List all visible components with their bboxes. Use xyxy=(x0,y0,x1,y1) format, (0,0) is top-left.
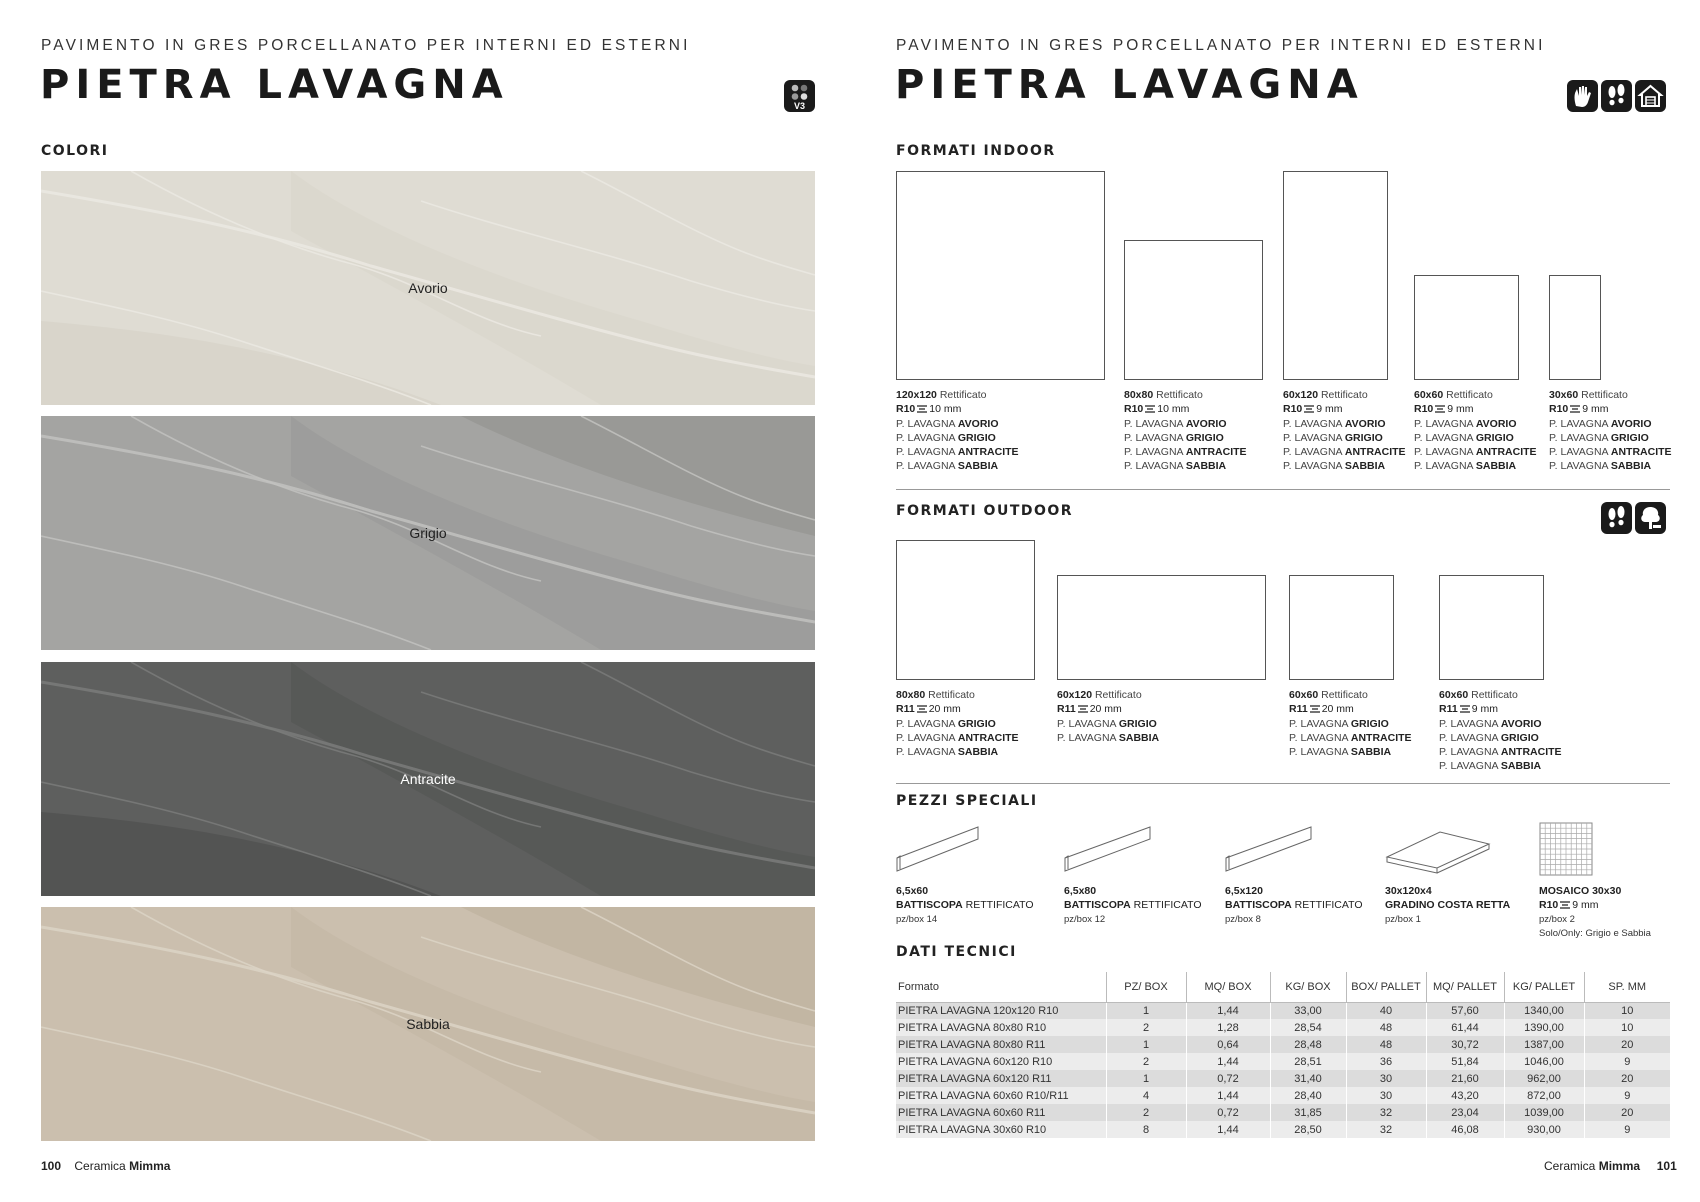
table-cell: 31,85 xyxy=(1270,1104,1346,1121)
indoor-spec xyxy=(896,388,1019,474)
spec-color: ANTRACITE xyxy=(1500,746,1562,759)
spec-prefix: P. LAVAGNA xyxy=(1549,431,1608,444)
pezzo-finish: RETTIFICATO xyxy=(1133,899,1202,912)
table-header-row xyxy=(896,972,1670,1002)
table-cell: 4 xyxy=(1106,1087,1186,1104)
tile-30x60 xyxy=(1549,275,1601,380)
right-page-title: PIETRA LAVAGNA xyxy=(895,62,1364,108)
spec-mm: 20 mm xyxy=(1321,703,1354,716)
table-cell: 1039,00 xyxy=(1504,1104,1584,1121)
thickness-icon xyxy=(1560,901,1570,909)
thickness-icon xyxy=(1460,705,1470,713)
spec-finish: Rettificato xyxy=(1581,389,1628,401)
table-cell: 1390,00 xyxy=(1504,1019,1584,1036)
gradino-icon xyxy=(1385,830,1491,875)
table-cell: 930,00 xyxy=(1504,1121,1584,1138)
table-cell: 1,44 xyxy=(1186,1053,1270,1070)
table-row xyxy=(896,1053,1670,1070)
table-cell: 23,04 xyxy=(1426,1104,1504,1121)
v3-badge-label: V3 xyxy=(793,101,805,111)
col-mq-pallet: MQ/ PALLET xyxy=(1426,972,1504,1002)
spec-prefix: P. LAVAGNA xyxy=(1124,460,1183,473)
table-cell: 30,72 xyxy=(1426,1036,1504,1053)
spec-prefix: P. LAVAGNA xyxy=(1549,446,1608,459)
swatch-avorio xyxy=(41,171,815,405)
spec-finish: Rettificato xyxy=(1094,689,1142,701)
table-cell: 872,00 xyxy=(1504,1087,1584,1104)
spec-prefix: P. LAVAGNA xyxy=(1289,746,1348,759)
spec-prefix: P. LAVAGNA xyxy=(1439,717,1498,730)
table-cell: 61,44 xyxy=(1426,1019,1504,1036)
spec-mm: 10 mm xyxy=(1157,403,1190,416)
tree-icon xyxy=(1635,502,1666,534)
pezzo-battiscopa-60 xyxy=(896,884,1034,927)
table-cell: PIETRA LAVAGNA 60x120 R10 xyxy=(898,1055,1053,1068)
table-cell: 962,00 xyxy=(1504,1070,1584,1087)
spec-prefix: P. LAVAGNA xyxy=(896,446,955,459)
table-cell: 2 xyxy=(1106,1053,1186,1070)
spec-color: SABBIA xyxy=(1344,460,1386,473)
dati-tecnici-table xyxy=(896,972,1670,1138)
spec-color: GRIGIO xyxy=(1610,431,1649,444)
spec-color: AVORIO xyxy=(1610,417,1652,430)
table-cell: 2 xyxy=(1106,1104,1186,1121)
table-cell: 28,40 xyxy=(1270,1087,1346,1104)
table-cell: 1,44 xyxy=(1186,1002,1270,1019)
table-cell: 1,28 xyxy=(1186,1019,1270,1036)
table-cell: 1046,00 xyxy=(1504,1053,1584,1070)
table-cell: 32 xyxy=(1346,1104,1426,1121)
spec-color: GRIGIO xyxy=(1118,717,1157,730)
thickness-icon xyxy=(917,405,927,413)
dati-tecnici-heading: DATI TECNICI xyxy=(896,944,1017,960)
divider xyxy=(896,489,1670,490)
indoor-spec xyxy=(1283,388,1406,474)
spec-size: 80x80 xyxy=(1124,389,1154,401)
spec-color: GRIGIO xyxy=(957,717,996,730)
pezzo-name: BATTISCOPA xyxy=(1225,899,1292,912)
spec-prefix: P. LAVAGNA xyxy=(1289,731,1348,744)
table-cell: 31,40 xyxy=(1270,1070,1346,1087)
table-cell: 48 xyxy=(1346,1019,1426,1036)
spec-mm: 9 mm xyxy=(1447,403,1474,416)
thickness-icon xyxy=(917,705,927,713)
left-page-number: 100 xyxy=(41,1159,62,1173)
pezzo-name: BATTISCOPA xyxy=(1064,899,1131,912)
spec-mm: 10 mm xyxy=(929,403,962,416)
spec-prefix: P. LAVAGNA xyxy=(1414,417,1473,430)
spec-prefix: P. LAVAGNA xyxy=(1124,431,1183,444)
table-cell: 1 xyxy=(1106,1002,1186,1019)
col-formato: Formato xyxy=(898,980,939,993)
spec-color: GRIGIO xyxy=(957,431,996,444)
table-cell: 30 xyxy=(1346,1070,1426,1087)
spec-prefix: P. LAVAGNA xyxy=(1439,760,1498,773)
table-cell: 57,60 xyxy=(1426,1002,1504,1019)
spec-prefix: P. LAVAGNA xyxy=(1283,417,1342,430)
spec-mm: 20 mm xyxy=(1089,703,1122,716)
tile-80x80-outdoor xyxy=(896,540,1035,680)
table-cell: 1 xyxy=(1106,1036,1186,1053)
pezzo-pz: pz/box 12 xyxy=(1064,913,1106,925)
pezzi-speciali-heading: PEZZI SPECIALI xyxy=(896,793,1038,809)
col-sp-mm: SP. MM xyxy=(1584,972,1670,1002)
pezzo-pz: pz/box 1 xyxy=(1385,913,1421,925)
spec-finish: Rettificato xyxy=(928,689,975,701)
pezzo-battiscopa-80 xyxy=(1064,884,1202,927)
spec-r: R11 xyxy=(1439,703,1458,716)
tile-60x60-outdoor xyxy=(1289,575,1394,680)
table-cell: PIETRA LAVAGNA 80x80 R11 xyxy=(898,1038,1046,1051)
pezzo-size: MOSAICO 30x30 xyxy=(1539,885,1622,897)
table-cell: 43,20 xyxy=(1426,1087,1504,1104)
spec-prefix: P. LAVAGNA xyxy=(896,717,955,730)
spec-color: GRIGIO xyxy=(1500,731,1539,744)
spec-prefix: P. LAVAGNA xyxy=(896,746,955,759)
col-kg-box: KG/ BOX xyxy=(1270,972,1346,1002)
spec-color: SABBIA xyxy=(957,746,999,759)
pezzo-size: 6,5x60 xyxy=(896,885,929,897)
spec-color: SABBIA xyxy=(1118,731,1160,744)
thickness-icon xyxy=(1304,405,1314,413)
outdoor-spec xyxy=(1439,688,1562,774)
spec-size: 60x60 xyxy=(1289,689,1319,701)
col-mq-box: MQ/ BOX xyxy=(1186,972,1270,1002)
indoor-spec xyxy=(1549,388,1672,474)
spec-color: ANTRACITE xyxy=(1350,731,1412,744)
formati-indoor-heading: FORMATI INDOOR xyxy=(896,143,1056,159)
table-cell: 33,00 xyxy=(1270,1002,1346,1019)
pezzo-mosaico xyxy=(1539,884,1651,941)
spec-mm: 9 mm xyxy=(1471,703,1498,716)
spec-r: R11 xyxy=(1057,703,1076,716)
table-cell: 0,72 xyxy=(1186,1104,1270,1121)
spec-prefix: P. LAVAGNA xyxy=(1283,460,1342,473)
spec-finish: Rettificato xyxy=(1156,389,1203,401)
spec-color: SABBIA xyxy=(1350,746,1392,759)
tile-60x60 xyxy=(1414,275,1519,380)
tile-60x120-outdoor xyxy=(1057,575,1266,680)
spec-finish: Rettificato xyxy=(939,389,987,401)
table-cell: 9 xyxy=(1584,1121,1670,1138)
spec-mm: 9 mm xyxy=(1316,403,1343,416)
table-row xyxy=(896,1019,1670,1036)
table-cell: 51,84 xyxy=(1426,1053,1504,1070)
col-kg-pallet: KG/ PALLET xyxy=(1504,972,1584,1002)
spec-size: 60x60 xyxy=(1439,689,1469,701)
table-cell: 21,60 xyxy=(1426,1070,1504,1087)
spec-prefix: P. LAVAGNA xyxy=(1549,460,1608,473)
table-cell: 28,48 xyxy=(1270,1036,1346,1053)
tile-60x60-outdoor-9mm xyxy=(1439,575,1544,680)
swatch-label: Sabbia xyxy=(406,1016,450,1032)
spec-r: R10 xyxy=(1283,403,1303,416)
table-cell: 28,51 xyxy=(1270,1053,1346,1070)
hand-icon xyxy=(1567,80,1598,112)
table-cell: 40 xyxy=(1346,1002,1426,1019)
table-cell: 8 xyxy=(1106,1121,1186,1138)
table-row xyxy=(896,1070,1670,1087)
thickness-icon xyxy=(1310,705,1320,713)
colori-heading: COLORI xyxy=(41,143,109,159)
pezzo-finish: RETTIFICATO xyxy=(1294,899,1363,912)
table-cell: 28,54 xyxy=(1270,1019,1346,1036)
table-cell: 48 xyxy=(1346,1036,1426,1053)
thickness-icon xyxy=(1435,405,1445,413)
spec-color: SABBIA xyxy=(1500,760,1542,773)
spec-prefix: P. LAVAGNA xyxy=(896,460,955,473)
table-cell: 1340,00 xyxy=(1504,1002,1584,1019)
formati-outdoor-heading: FORMATI OUTDOOR xyxy=(896,503,1074,519)
spec-r: R10 xyxy=(1549,403,1569,416)
tile-60x120 xyxy=(1283,171,1388,380)
spec-r: R11 xyxy=(896,703,915,716)
spec-color: AVORIO xyxy=(1500,717,1542,730)
house-icon xyxy=(1635,80,1666,112)
spec-prefix: P. LAVAGNA xyxy=(1289,717,1348,730)
pezzo-finish: RETTIFICATO xyxy=(965,899,1034,912)
pezzo-name: R10 xyxy=(1539,899,1559,912)
spec-prefix: P. LAVAGNA xyxy=(1414,460,1473,473)
table-cell: 46,08 xyxy=(1426,1121,1504,1138)
col-pz-box: PZ/ BOX xyxy=(1106,972,1186,1002)
footprints-icon xyxy=(1601,502,1632,534)
spec-color: ANTRACITE xyxy=(1344,446,1406,459)
table-cell: 0,64 xyxy=(1186,1036,1270,1053)
right-brand-prefix: Ceramica xyxy=(1544,1159,1596,1173)
table-row xyxy=(896,1036,1670,1053)
battiscopa-120-icon xyxy=(1225,825,1315,875)
swatch-label: Avorio xyxy=(408,280,448,296)
right-subtitle: PAVIMENTO IN GRES PORCELLANATO PER INTERNI ED ESTERNI xyxy=(896,37,1546,54)
table-row xyxy=(896,1002,1670,1019)
left-page-title: PIETRA LAVAGNA xyxy=(40,62,509,108)
spec-prefix: P. LAVAGNA xyxy=(896,431,955,444)
left-brand-prefix: Ceramica xyxy=(74,1159,126,1173)
table-cell: 30 xyxy=(1346,1087,1426,1104)
spec-mm: 20 mm xyxy=(928,703,961,716)
divider xyxy=(896,783,1670,784)
pezzo-finish: 9 mm xyxy=(1572,899,1599,912)
indoor-spec xyxy=(1124,388,1247,474)
spec-prefix: P. LAVAGNA xyxy=(1283,446,1342,459)
spec-finish: Rettificato xyxy=(1321,689,1368,701)
spec-prefix: P. LAVAGNA xyxy=(1283,431,1342,444)
pezzo-pz: pz/box 14 xyxy=(896,913,938,925)
spec-finish: Rettificato xyxy=(1471,689,1518,701)
spec-prefix: P. LAVAGNA xyxy=(1414,446,1473,459)
pezzo-size: 6,5x120 xyxy=(1225,885,1263,897)
spec-prefix: P. LAVAGNA xyxy=(1057,717,1116,730)
spec-color: AVORIO xyxy=(1344,417,1386,430)
spec-color: GRIGIO xyxy=(1350,717,1389,730)
spec-color: SABBIA xyxy=(957,460,999,473)
table-cell: 0,72 xyxy=(1186,1070,1270,1087)
spec-size: 60x120 xyxy=(1283,389,1319,401)
right-footer xyxy=(1544,1159,1677,1173)
spec-color: ANTRACITE xyxy=(957,446,1019,459)
table-cell: 1,44 xyxy=(1186,1121,1270,1138)
outdoor-spec xyxy=(896,688,1019,759)
table-cell: 36 xyxy=(1346,1053,1426,1070)
pezzo-size: 6,5x80 xyxy=(1064,885,1097,897)
right-brand-name: Mimma xyxy=(1598,1159,1641,1173)
table-cell: PIETRA LAVAGNA 60x120 R11 xyxy=(898,1072,1052,1085)
pezzo-name: BATTISCOPA xyxy=(896,899,963,912)
spec-prefix: P. LAVAGNA xyxy=(1439,731,1498,744)
table-cell: 9 xyxy=(1584,1053,1670,1070)
table-row xyxy=(896,1121,1670,1138)
pezzo-gradino xyxy=(1385,884,1510,927)
spec-size: 60x120 xyxy=(1057,689,1093,701)
spec-prefix: P. LAVAGNA xyxy=(896,731,955,744)
spec-prefix: P. LAVAGNA xyxy=(1124,417,1183,430)
swatch-grigio xyxy=(41,416,815,650)
right-page-number: 101 xyxy=(1656,1159,1677,1173)
spec-prefix: P. LAVAGNA xyxy=(1414,431,1473,444)
spec-color: ANTRACITE xyxy=(1475,446,1537,459)
table-cell: 10 xyxy=(1584,1019,1670,1036)
swatch-antracite xyxy=(41,662,815,896)
spec-color: AVORIO xyxy=(1475,417,1517,430)
spec-r: R10 xyxy=(1124,403,1144,416)
spec-size: 30x60 xyxy=(1549,389,1579,401)
pezzo-note: Solo/Only: Grigio e Sabbia xyxy=(1539,927,1651,939)
table-cell: 1387,00 xyxy=(1504,1036,1584,1053)
spec-r: R10 xyxy=(1414,403,1434,416)
table-cell: 1,44 xyxy=(1186,1087,1270,1104)
spec-r: R10 xyxy=(896,403,916,416)
table-cell: 1 xyxy=(1106,1070,1186,1087)
table-cell: PIETRA LAVAGNA 60x60 R10/R11 xyxy=(898,1089,1069,1102)
swatch-label: Grigio xyxy=(409,525,447,541)
thickness-icon xyxy=(1145,405,1155,413)
spec-color: SABBIA xyxy=(1475,460,1517,473)
footprints-icon xyxy=(1601,80,1632,112)
spec-color: GRIGIO xyxy=(1185,431,1224,444)
left-brand-name: Mimma xyxy=(129,1159,171,1173)
battiscopa-80-icon xyxy=(1064,825,1154,875)
spec-color: SABBIA xyxy=(1185,460,1227,473)
col-box-pallet: BOX/ PALLET xyxy=(1346,972,1426,1002)
spec-color: ANTRACITE xyxy=(1610,446,1672,459)
table-cell: 20 xyxy=(1584,1070,1670,1087)
pezzo-name: GRADINO COSTA RETTA xyxy=(1385,899,1511,912)
pezzo-pz: pz/box 2 xyxy=(1539,913,1575,925)
table-cell: 32 xyxy=(1346,1121,1426,1138)
left-footer xyxy=(41,1159,170,1173)
outdoor-spec xyxy=(1057,688,1159,745)
swatch-sabbia xyxy=(41,907,815,1141)
spec-prefix: P. LAVAGNA xyxy=(1439,746,1498,759)
spec-prefix: P. LAVAGNA xyxy=(1057,731,1116,744)
table-cell: 2 xyxy=(1106,1019,1186,1036)
spec-finish: Rettificato xyxy=(1446,389,1493,401)
table-cell: 20 xyxy=(1584,1104,1670,1121)
table-cell: 10 xyxy=(1584,1002,1670,1019)
spec-size: 120x120 xyxy=(896,389,937,401)
spec-color: ANTRACITE xyxy=(1185,446,1247,459)
outdoor-spec xyxy=(1289,688,1412,759)
spec-prefix: P. LAVAGNA xyxy=(896,417,955,430)
table-cell: 9 xyxy=(1584,1087,1670,1104)
spec-prefix: P. LAVAGNA xyxy=(1549,417,1608,430)
spec-color: AVORIO xyxy=(1185,417,1227,430)
spec-r: R11 xyxy=(1289,703,1308,716)
spec-color: SABBIA xyxy=(1610,460,1652,473)
table-cell: PIETRA LAVAGNA 80x80 R10 xyxy=(898,1021,1047,1034)
spec-finish: Rettificato xyxy=(1320,389,1368,401)
pezzo-size: 30x120x4 xyxy=(1385,885,1432,897)
spec-color: AVORIO xyxy=(957,417,999,430)
tile-80x80 xyxy=(1124,240,1263,380)
battiscopa-60-icon xyxy=(896,825,982,875)
left-subtitle: PAVIMENTO IN GRES PORCELLANATO PER INTERNI ED ESTERNI xyxy=(41,37,691,54)
spec-prefix: P. LAVAGNA xyxy=(1124,446,1183,459)
table-cell: PIETRA LAVAGNA 30x60 R10 xyxy=(898,1123,1047,1136)
tile-120x120 xyxy=(896,171,1105,380)
pezzo-pz: pz/box 8 xyxy=(1225,913,1261,925)
table-cell: PIETRA LAVAGNA 120x120 R10 xyxy=(898,1004,1059,1017)
thickness-icon xyxy=(1078,705,1088,713)
table-cell: 20 xyxy=(1584,1036,1670,1053)
spec-mm: 9 mm xyxy=(1582,403,1609,416)
table-row xyxy=(896,1087,1670,1104)
thickness-icon xyxy=(1570,405,1580,413)
table-row xyxy=(896,1104,1670,1121)
indoor-spec xyxy=(1414,388,1537,474)
spec-color: ANTRACITE xyxy=(957,731,1019,744)
mosaico-grid-icon xyxy=(1539,822,1593,876)
table-cell: PIETRA LAVAGNA 60x60 R11 xyxy=(898,1106,1046,1119)
spec-size: 60x60 xyxy=(1414,389,1444,401)
swatch-label: Antracite xyxy=(400,771,456,787)
spec-color: GRIGIO xyxy=(1475,431,1514,444)
table-cell: 28,50 xyxy=(1270,1121,1346,1138)
spec-color: GRIGIO xyxy=(1344,431,1383,444)
v3-variation-icon xyxy=(784,80,815,112)
spec-size: 80x80 xyxy=(896,689,926,701)
pezzo-battiscopa-120 xyxy=(1225,884,1363,927)
